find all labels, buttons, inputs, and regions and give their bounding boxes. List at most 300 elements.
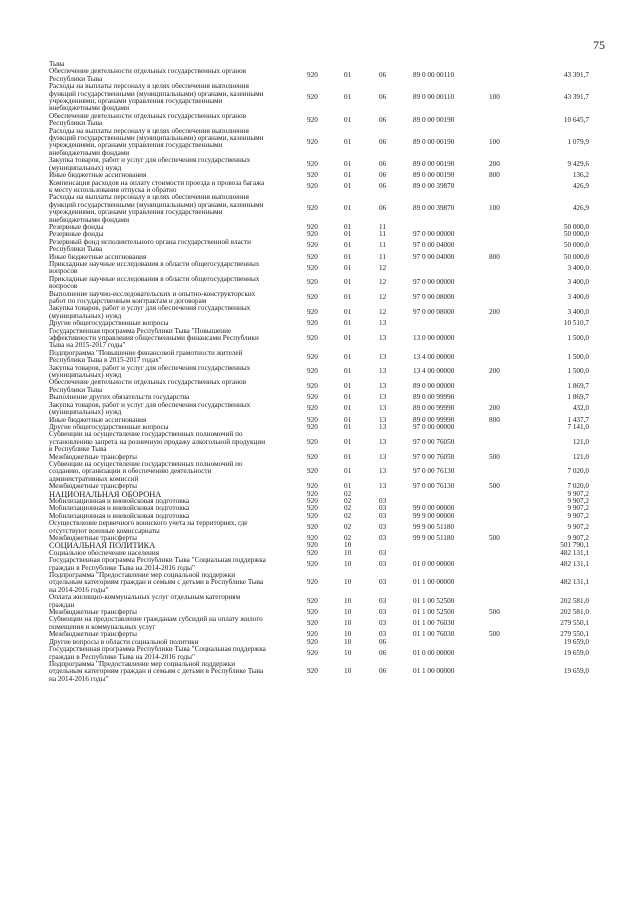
row-name: Межбюджетные трансферты	[49, 631, 137, 639]
row-subsection-code: 13	[379, 319, 387, 328]
table-row	[49, 172, 589, 179]
row-amount: 9 907,2	[567, 522, 589, 531]
row-target-code: 89 0 00 00110	[413, 93, 455, 102]
row-target-code: 89 0 00 00000	[413, 382, 455, 391]
row-section-code: 10	[344, 619, 352, 628]
row-target-code: 89 0 00 00190	[413, 171, 455, 180]
row-name: Резервные фонды	[49, 231, 104, 239]
row-amount: 50 000,0	[563, 241, 589, 250]
row-subsection-code: 03	[379, 511, 387, 520]
row-ved-code: 920	[307, 534, 318, 542]
row-section-code: 10	[344, 596, 352, 605]
row-ved-code: 920	[307, 422, 318, 431]
row-target-code: 89 0 00 00190	[413, 159, 455, 168]
row-name: Закупка товаров, работ и услуг для обеспечения государственных (муниципальных) нужд	[49, 305, 251, 320]
table-row	[49, 609, 589, 616]
table-row	[49, 483, 589, 490]
row-amount: 1 869,7	[567, 393, 589, 402]
row-ved-code: 920	[307, 137, 318, 146]
table-row	[49, 417, 589, 424]
row-name: Обеспечение деятельности отдельных государственных органов Республики Тыва	[49, 68, 247, 83]
row-section-code: 01	[344, 367, 352, 376]
row-target-code: 97 0 00 00000	[413, 230, 455, 239]
row-amount: 19 659,0	[563, 648, 589, 657]
row-target-code: 01 1 00 52500	[413, 596, 455, 605]
row-subsection-code: 06	[379, 171, 387, 180]
row-expense-type-code: 200	[489, 367, 500, 376]
row-name: Государственная программа Республики Тыва "Социальная поддержка граждан в Республике Тыва на 2014-2016 годы"	[49, 557, 266, 572]
row-amount: 426,9	[572, 182, 589, 191]
row-target-code: 01 1 00 76030	[413, 619, 455, 628]
row-subsection-code: 13	[379, 393, 387, 402]
row-name: Мобилизационная и вневойсковая подготовка	[49, 505, 190, 513]
row-ved-code: 920	[307, 71, 318, 80]
row-expense-type-code: 100	[489, 137, 500, 146]
row-ved-code: 920	[307, 548, 318, 557]
row-section-code: 10	[344, 578, 352, 587]
row-ved-code: 920	[307, 541, 318, 550]
row-name: Компенсация расходов на оплату стоимости проезда и провоза багажа к месту использования отпуска и обратно	[49, 179, 265, 194]
row-section-code: 02	[344, 496, 352, 505]
row-section-code: 01	[344, 263, 352, 272]
table-row	[49, 328, 589, 350]
table-row	[49, 305, 589, 320]
row-target-code: 99 9 00 00000	[413, 511, 455, 520]
row-ved-code: 920	[307, 496, 318, 505]
table-row	[49, 61, 589, 68]
table-row	[49, 224, 589, 231]
row-section-code: 01	[344, 467, 352, 476]
row-expense-type-code: 800	[489, 171, 500, 180]
row-amount: 7 020,0	[567, 467, 589, 476]
row-target-code: 89 0 00 00190	[413, 137, 455, 146]
row-target-code: 01 0 00 00000	[413, 559, 455, 568]
row-name: Иные бюджетные ассигнования	[49, 172, 147, 180]
row-subsection-code: 13	[379, 467, 387, 476]
row-ved-code: 920	[307, 115, 318, 124]
row-section-code: 10	[344, 608, 352, 617]
row-subsection-code: 06	[379, 182, 387, 191]
row-subsection-code: 03	[379, 596, 387, 605]
row-section-code: 01	[344, 319, 352, 328]
row-ved-code: 920	[307, 241, 318, 250]
row-target-code: 01 1 00 52500	[413, 608, 455, 617]
row-subsection-code: 06	[379, 137, 387, 146]
row-name: Субвенции на предоставление гражданам субсидий на оплату жилого помещения и коммунальных услуг	[49, 616, 263, 631]
row-expense-type-code: 500	[489, 452, 500, 461]
row-name: Иные бюджетные ассигнования	[49, 416, 147, 424]
row-ved-code: 920	[307, 608, 318, 617]
row-name: Мобилизационная и вневойсковая подготовка	[49, 497, 190, 505]
row-section-code: 02	[344, 504, 352, 513]
row-expense-type-code: 200	[489, 308, 500, 317]
row-subsection-code: 06	[379, 115, 387, 124]
row-target-code: 97 0 00 04000	[413, 241, 455, 250]
row-subsection-code: 03	[379, 619, 387, 628]
row-name: Социальное обеспечение населения	[49, 549, 160, 557]
row-ved-code: 920	[307, 93, 318, 102]
row-subsection-code: 13	[379, 482, 387, 491]
row-ved-code: 920	[307, 482, 318, 491]
row-subsection-code: 03	[379, 630, 387, 639]
row-amount: 50 000,0	[563, 222, 589, 231]
row-ved-code: 920	[307, 367, 318, 376]
row-section-code: 10	[344, 637, 352, 646]
table-row	[49, 639, 589, 646]
row-ved-code: 920	[307, 159, 318, 168]
row-section-code: 01	[344, 334, 352, 343]
table-row	[49, 261, 589, 276]
table-row	[49, 350, 589, 365]
table-row	[49, 498, 589, 505]
row-section-code: 01	[344, 422, 352, 431]
row-amount: 482 131,1	[560, 559, 589, 568]
row-name: Государственная программа Республики Тыва "Повышение эффективности управления общественными финансами Республики Тыва на 2015-2017 годы"	[49, 327, 259, 350]
row-amount: 3 400,0	[567, 278, 589, 287]
row-amount: 1 500,0	[567, 334, 589, 343]
table-row	[49, 557, 589, 572]
row-ved-code: 920	[307, 467, 318, 476]
table-row	[49, 128, 589, 158]
row-ved-code: 920	[307, 452, 318, 461]
row-section-code: 10	[344, 630, 352, 639]
row-subsection-code: 13	[379, 452, 387, 461]
row-section-code: 01	[344, 159, 352, 168]
row-name: Подпрограмма "Предоставление мер социальной поддержки отдельным категориям граждан и семьям с детьми в Республике Тыва на 2014-2016 годы"	[49, 660, 264, 683]
row-amount: 9 907,2	[567, 496, 589, 505]
row-amount: 50 000,0	[563, 230, 589, 239]
row-ved-code: 920	[307, 511, 318, 520]
row-ved-code: 920	[307, 630, 318, 639]
row-ved-code: 920	[307, 393, 318, 402]
row-name: Другие общегосударственные вопросы	[49, 423, 169, 431]
row-section-code: 10	[344, 548, 352, 557]
row-section-code: 10	[344, 648, 352, 657]
table-row	[49, 542, 589, 549]
row-subsection-code: 03	[379, 559, 387, 568]
row-section-code: 01	[344, 452, 352, 461]
table-row	[49, 513, 589, 520]
row-name: Оплата жилищно-коммунальных услуг отдельным категориям граждан	[49, 594, 241, 609]
row-amount: 3 400,0	[567, 263, 589, 272]
row-amount: 43 391,7	[563, 93, 589, 102]
row-subsection-code: 13	[379, 367, 387, 376]
row-name: Подпрограмма "Предоставление мер социальной поддержки отдельным категориям граждан и семьям с детьми в Республике Тыва на 2014-2016 годы"	[49, 572, 264, 594]
row-name: Подпрограмма "Повышение финансовой грамотности жителей Республики Тыва в 2015-2017 годах"	[49, 349, 243, 365]
row-target-code: 97 0 00 04000	[413, 252, 455, 261]
row-subsection-code: 06	[379, 637, 387, 646]
row-ved-code: 920	[307, 667, 318, 676]
row-target-code: 97 0 00 76050	[413, 452, 455, 461]
row-subsection-code: 06	[379, 159, 387, 168]
row-amount: 3 400,0	[567, 293, 589, 302]
row-ved-code: 920	[307, 437, 318, 446]
row-target-code: 97 0 00 76130	[413, 467, 455, 476]
row-ved-code: 920	[307, 252, 318, 261]
row-section-code: 01	[344, 204, 352, 213]
row-amount: 9 907,2	[567, 489, 589, 498]
row-name: Расходы на выплаты персоналу в целях обеспечения выполнения функций государственными (муниципальными) органами, казенными учреждениями, органами управления государственными внебюджетными фондами	[49, 127, 264, 157]
row-section-code: 01	[344, 93, 352, 102]
row-subsection-code: 06	[379, 667, 387, 676]
row-amount: 426,9	[572, 204, 589, 213]
row-name: Прикладные научные исследования в области общегосударственных вопросов	[49, 260, 260, 276]
row-expense-type-code: 500	[489, 608, 500, 617]
row-amount: 1 079,9	[567, 137, 589, 146]
row-ved-code: 920	[307, 352, 318, 361]
table-row	[49, 254, 589, 261]
row-amount: 432,0	[572, 404, 589, 413]
row-expense-type-code: 200	[489, 159, 500, 168]
row-name: Межбюджетные трансферты	[49, 483, 137, 491]
row-name: Мобилизационная и вневойсковая подготовка	[49, 512, 190, 520]
table-row	[49, 320, 589, 327]
row-name: Прикладные научные исследования в области общегосударственных вопросов	[49, 275, 260, 291]
row-target-code: 97 0 00 00000	[413, 422, 455, 431]
table-row	[49, 276, 589, 291]
row-expense-type-code: 200	[489, 404, 500, 413]
row-name: Обеспечение деятельности отдельных государственных органов Республики Тыва	[49, 379, 247, 394]
row-name: Субвенции на осуществление государственных полномочий по установлению запрета на розничную продажу алкогольной продукции в Республике Тыва	[49, 431, 266, 454]
row-section-code: 10	[344, 559, 352, 568]
row-amount: 19 659,0	[563, 637, 589, 646]
row-amount: 7 020,0	[567, 482, 589, 491]
row-section-code: 01	[344, 222, 352, 231]
row-target-code: 01 1 00 76030	[413, 630, 455, 639]
table-row	[49, 402, 589, 417]
row-amount: 7 141,0	[567, 422, 589, 431]
row-name: Закупка товаров, работ и услуг для обеспечения государственных (муниципальных) нужд	[49, 364, 251, 380]
row-amount: 1 500,0	[567, 352, 589, 361]
row-amount: 3 400,0	[567, 308, 589, 317]
row-subsection-code: 03	[379, 534, 387, 542]
table-row	[49, 646, 589, 661]
row-target-code: 97 0 00 08000	[413, 308, 455, 317]
row-ved-code: 920	[307, 293, 318, 302]
row-section-code: 01	[344, 308, 352, 317]
row-target-code: 89 0 00 00190	[413, 115, 455, 124]
table-row	[49, 83, 589, 113]
row-ved-code: 920	[307, 489, 318, 498]
table-row	[49, 661, 589, 683]
row-name: Государственная программа Республики Тыва "Социальная поддержка граждан в Республике Тыва на 2014-2016 годы"	[49, 646, 266, 661]
row-expense-type-code: 800	[489, 252, 500, 261]
table-row	[49, 550, 589, 557]
row-amount: 121,0	[572, 437, 589, 446]
row-subsection-code: 12	[379, 278, 387, 287]
row-amount: 10 510,7	[563, 319, 589, 328]
table-row	[49, 180, 589, 195]
row-name: Другие общегосударственные вопросы	[49, 320, 169, 328]
row-section-code: 01	[344, 393, 352, 402]
row-subsection-code: 06	[379, 71, 387, 80]
table-row	[49, 431, 589, 453]
row-name: Межбюджетные трансферты	[49, 535, 137, 542]
row-ved-code: 920	[307, 578, 318, 587]
row-target-code: 89 0 00 39870	[413, 182, 455, 191]
row-name: Иные бюджетные ассигнования	[49, 253, 147, 261]
row-ved-code: 920	[307, 171, 318, 180]
row-amount: 19 659,0	[563, 667, 589, 676]
row-expense-type-code: 800	[489, 415, 500, 424]
row-target-code: 89 0 00 99990	[413, 415, 455, 424]
row-amount: 50 000,0	[563, 252, 589, 261]
row-section-code: 01	[344, 182, 352, 191]
row-section-code: 10	[344, 541, 352, 550]
row-expense-type-code: 500	[489, 534, 500, 542]
row-target-code: 99 9 00 51180	[413, 534, 455, 542]
row-expense-type-code: 500	[489, 630, 500, 639]
row-ved-code: 920	[307, 382, 318, 391]
row-subsection-code: 11	[379, 252, 386, 261]
row-section-code: 01	[344, 352, 352, 361]
table-row	[49, 365, 589, 380]
table-row	[49, 594, 589, 609]
row-ved-code: 920	[307, 319, 318, 328]
row-name: НАЦИОНАЛЬНАЯ ОБОРОНА	[49, 490, 162, 498]
row-name: Межбюджетные трансферты	[49, 453, 137, 461]
row-expense-type-code: 100	[489, 93, 500, 102]
row-section-code: 02	[344, 489, 352, 498]
row-name: Расходы на выплаты персоналу в целях обеспечения выполнения функций государственными (муниципальными) органами, казенными учреждениями, органами управления государственными внебюджетными фондами	[49, 83, 264, 113]
table-row	[49, 239, 589, 254]
row-section-code: 01	[344, 293, 352, 302]
row-name: Другие вопросы в области социальной политики	[49, 638, 199, 646]
row-ved-code: 920	[307, 637, 318, 646]
table-row	[49, 291, 589, 306]
row-name: Резервные фонды	[49, 223, 104, 231]
table-row	[49, 68, 589, 83]
row-target-code: 97 0 00 00000	[413, 278, 455, 287]
row-target-code: 97 0 00 08000	[413, 293, 455, 302]
row-name: Осуществление первичного воинского учета на территориях, где отсутствуют военные комиссариаты	[49, 520, 248, 535]
row-section-code: 01	[344, 404, 352, 413]
table-row	[49, 616, 589, 631]
row-subsection-code: 12	[379, 293, 387, 302]
row-expense-type-code: 100	[489, 204, 500, 213]
row-subsection-code: 06	[379, 204, 387, 213]
row-name: СОЦИАЛЬНАЯ ПОЛИТИКА	[49, 542, 156, 550]
row-section-code: 01	[344, 278, 352, 287]
row-target-code: 99 0 00 00000	[413, 504, 455, 513]
row-amount: 482 131,1	[560, 548, 589, 557]
row-subsection-code: 12	[379, 308, 387, 317]
row-name: Тыва	[49, 61, 65, 68]
table-row	[49, 505, 589, 512]
table-row	[49, 231, 589, 238]
row-subsection-code: 03	[379, 504, 387, 513]
row-subsection-code: 13	[379, 334, 387, 343]
row-section-code: 01	[344, 482, 352, 491]
row-ved-code: 920	[307, 230, 318, 239]
row-ved-code: 920	[307, 204, 318, 213]
row-amount: 1 437,7	[567, 415, 589, 424]
row-subsection-code: 13	[379, 352, 387, 361]
row-name: Межбюджетные трансферты	[49, 609, 137, 617]
row-ved-code: 920	[307, 278, 318, 287]
row-target-code: 01 1 00 00000	[413, 667, 455, 676]
row-name: Расходы на выплаты персоналу в целях обеспечения выполнения функций государственными (муниципальными) органами, казенными учреждениями, органами управления государственными внебюджетными фондами	[49, 194, 264, 224]
row-target-code: 99 9 00 51180	[413, 522, 455, 531]
table-row	[49, 631, 589, 638]
row-subsection-code: 03	[379, 522, 387, 531]
row-name: Обеспечение деятельности отдельных государственных органов Республики Тыва	[49, 112, 247, 128]
table-row	[49, 394, 589, 401]
row-section-code: 01	[344, 137, 352, 146]
row-amount: 279 550,1	[560, 619, 589, 628]
row-section-code: 01	[344, 71, 352, 80]
row-subsection-code: 13	[379, 404, 387, 413]
row-target-code: 89 0 00 39870	[413, 204, 455, 213]
row-section-code: 02	[344, 534, 352, 542]
row-ved-code: 920	[307, 522, 318, 531]
row-ved-code: 920	[307, 648, 318, 657]
row-name: Закупка товаров, работ и услуг для обеспечения государственных (муниципальных) нужд	[49, 157, 251, 172]
table-row	[49, 194, 589, 224]
table-row	[49, 535, 589, 542]
row-target-code: 13 4 00 00000	[413, 367, 455, 376]
row-amount: 136,2	[572, 171, 589, 180]
row-target-code: 89 0 00 00110	[413, 71, 455, 80]
row-subsection-code: 13	[379, 437, 387, 446]
row-subsection-code: 13	[379, 422, 387, 431]
row-amount: 501 790,1	[560, 541, 589, 550]
table-row	[49, 113, 589, 128]
row-name: Субвенции на осуществление государственных полномочий по созданию, организации и обеспечению деятельности административных комиссий	[49, 460, 243, 483]
table-row	[49, 491, 589, 498]
row-amount: 482 131,1	[560, 578, 589, 587]
row-name: Закупка товаров, работ и услуг для обеспечения государственных (муниципальных) нужд	[49, 401, 251, 417]
table-row	[49, 379, 589, 394]
budget-table	[49, 61, 589, 683]
row-section-code: 01	[344, 230, 352, 239]
row-expense-type-code: 500	[489, 482, 500, 491]
row-amount: 202 581,0	[560, 596, 589, 605]
row-amount: 9 429,6	[567, 159, 589, 168]
row-name: Резервный фонд исполнительного органа государственной власти Республики Тыва	[49, 238, 251, 254]
row-section-code: 01	[344, 241, 352, 250]
row-section-code: 01	[344, 171, 352, 180]
row-ved-code: 920	[307, 222, 318, 231]
table-row	[49, 424, 589, 431]
row-amount: 1 869,7	[567, 382, 589, 391]
row-ved-code: 920	[307, 404, 318, 413]
row-amount: 9 907,2	[567, 504, 589, 513]
row-amount: 121,0	[572, 452, 589, 461]
row-subsection-code: 12	[379, 263, 387, 272]
row-amount: 202 581,0	[560, 608, 589, 617]
row-target-code: 13 0 00 00000	[413, 334, 455, 343]
row-amount: 9 907,2	[567, 534, 589, 542]
row-target-code: 01 1 00 00000	[413, 578, 455, 587]
row-target-code: 97 0 00 76130	[413, 482, 455, 491]
table-row	[49, 572, 589, 594]
row-ved-code: 920	[307, 559, 318, 568]
row-subsection-code: 11	[379, 241, 386, 250]
row-section-code: 01	[344, 115, 352, 124]
row-subsection-code: 13	[379, 415, 387, 424]
row-section-code: 02	[344, 522, 352, 531]
row-subsection-code: 11	[379, 230, 386, 239]
row-subsection-code: 03	[379, 496, 387, 505]
row-subsection-code: 03	[379, 608, 387, 617]
row-ved-code: 920	[307, 415, 318, 424]
row-subsection-code: 03	[379, 578, 387, 587]
table-row	[49, 461, 589, 483]
row-subsection-code: 11	[379, 222, 386, 231]
row-ved-code: 920	[307, 619, 318, 628]
row-section-code: 02	[344, 511, 352, 520]
